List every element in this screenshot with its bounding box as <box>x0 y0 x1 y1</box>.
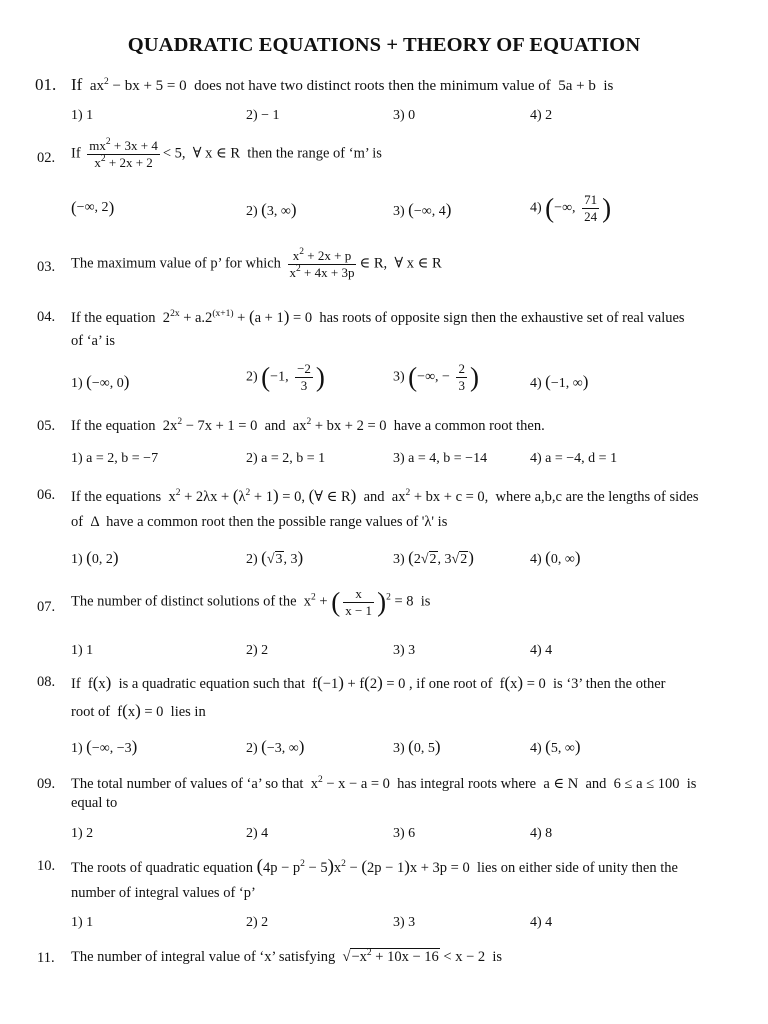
question-number: 03. <box>37 259 56 275</box>
option-2: 2) a = 2, b = 1 <box>246 451 326 466</box>
option-2: 2) (3, ∞) <box>246 200 297 219</box>
option-2: 2) (−3, ∞) <box>246 737 305 756</box>
question-text-cont: root of f(x) = 0 lies in <box>71 701 206 720</box>
question-text: If $\frac{mx^2 + 3x + 4}{x^2 + 2x + 2}$ < 5, ∀ x ∈ R then the range of ‘m’ is <box>71 137 382 170</box>
option-4: 4) 8 <box>530 826 553 841</box>
option-2: 2) 2 <box>246 915 269 930</box>
option-1: 1) 1 <box>71 108 94 123</box>
page-title: QUADRATIC EQUATIONS + THEORY OF EQUATION <box>127 34 641 56</box>
question-number: 09. <box>37 776 56 792</box>
option-3: 3) (−∞, 4) <box>393 200 452 219</box>
question-text-cont: of Δ have a common root then the possible range values of 'λ' is <box>71 514 448 530</box>
question-text: If the equation $2^{2x} + a.2^{(x+1)} + (a + 1) = 0$ has roots of opposite sign then the exhaustive set of real values <box>71 307 685 326</box>
option-2: 2) 2 <box>246 643 269 658</box>
option-4: 4) (0, ∞) <box>530 548 581 567</box>
question-number: 06. <box>37 487 56 503</box>
option-3: 3) (−∞, − $\frac{2}{3}$ ) <box>393 361 479 393</box>
question-number: 05. <box>37 418 56 434</box>
option-3: 3) a = 4, b = −14 <box>393 451 488 466</box>
question-text-cont: equal to <box>71 795 118 811</box>
option-2: 2) − 1 <box>246 108 280 123</box>
option-1: 1) a = 2, b = −7 <box>71 451 159 466</box>
question-text: The roots of quadratic equation $(4p - p^2 - 5)x^2 - (2p - 1)x + 3p = 0$ lies on either side of unity then the <box>71 856 678 877</box>
option-4: 4) 2 <box>530 108 553 123</box>
option-4: 4) 4 <box>530 915 553 930</box>
option-3: 3) 0 <box>393 108 416 123</box>
question-number: 04. <box>37 309 56 325</box>
option-1: (−∞, 2) <box>71 197 115 217</box>
option-1: 1) 1 <box>71 643 94 658</box>
question-text: If the equation $2x^2 - 7x + 1 = 0$ and $ax^2$ + bx + 2 = 0 have a common root then. <box>71 417 545 434</box>
question-number: 01. <box>35 75 57 94</box>
option-4: 4) 4 <box>530 643 553 658</box>
option-1: 1) (0, 2) <box>71 548 119 567</box>
question-text: The number of integral value of ‘x’ satisfying $√-x^2 + 10x - 16 < x - 2$ is <box>71 948 503 965</box>
option-2: 2) 4 <box>246 826 269 841</box>
option-1: 1) (−∞, 0) <box>71 372 130 391</box>
question-number: 10. <box>37 858 56 874</box>
option-3: 3) (2√2, 3√2) <box>393 548 474 567</box>
option-1: 1) 2 <box>71 826 94 841</box>
question-number: 07. <box>37 599 56 615</box>
option-4: 4) (−∞, $\frac{71}{24}$ ) <box>530 192 612 224</box>
question-number: 02. <box>37 150 56 166</box>
question-text: The total number of values of ‘a’ so that $x^2 - x - a = 0$ has integral roots where a ∈ N and 6 ≤ a ≤ 100 is <box>71 775 697 792</box>
option-2: 2) (−1, $\frac{-2}{3}$ ) <box>246 361 325 393</box>
question-number: 08. <box>37 674 56 690</box>
option-3: 3) 3 <box>393 915 416 930</box>
option-4: 4) (5, ∞) <box>530 737 581 756</box>
question-text-cont: of ‘a’ is <box>71 333 116 349</box>
question-text: If $ax^2$ − bx + 5 = 0 does not have two distinct roots then the minimum value of 5a + b is <box>71 75 614 94</box>
option-4: 4) a = −4, d = 1 <box>530 451 618 466</box>
question-text: The number of distinct solutions of the $x^2$ + ( $\frac{x}{x - 1}$ )$^2$ = 8 is <box>71 586 431 618</box>
option-3: 3) (0, 5) <box>393 737 441 756</box>
option-3: 3) 3 <box>393 643 416 658</box>
option-3: 3) 6 <box>393 826 416 841</box>
option-1: 1) (−∞, −3) <box>71 737 138 756</box>
option-4: 4) (−1, ∞) <box>530 372 589 391</box>
question-text: The maximum value of p’ for which $\frac{x^2 + 2x + p}{x^2 + 4x + 3p}$ ∈ R, ∀ x ∈ R <box>71 247 442 280</box>
question-text-cont: number of integral values of ‘p’ <box>71 885 256 901</box>
question-text: If f(x) is a quadratic equation such that f(−1) + f(2) = 0 , if one root of f(x) = 0 is ‘3’ then the other <box>71 673 666 692</box>
option-1: 1) 1 <box>71 915 94 930</box>
question-number: 11. <box>37 950 55 966</box>
option-2: 2) (√3, 3) <box>246 548 304 567</box>
question-text: If the equations $x^2 + 2\lambda x + (\lambda^2 + 1) = 0$, (∀ ∈ R) and $ax^2$ + bx + c = 0, where a,b,c are the lengths of sides <box>71 486 699 505</box>
